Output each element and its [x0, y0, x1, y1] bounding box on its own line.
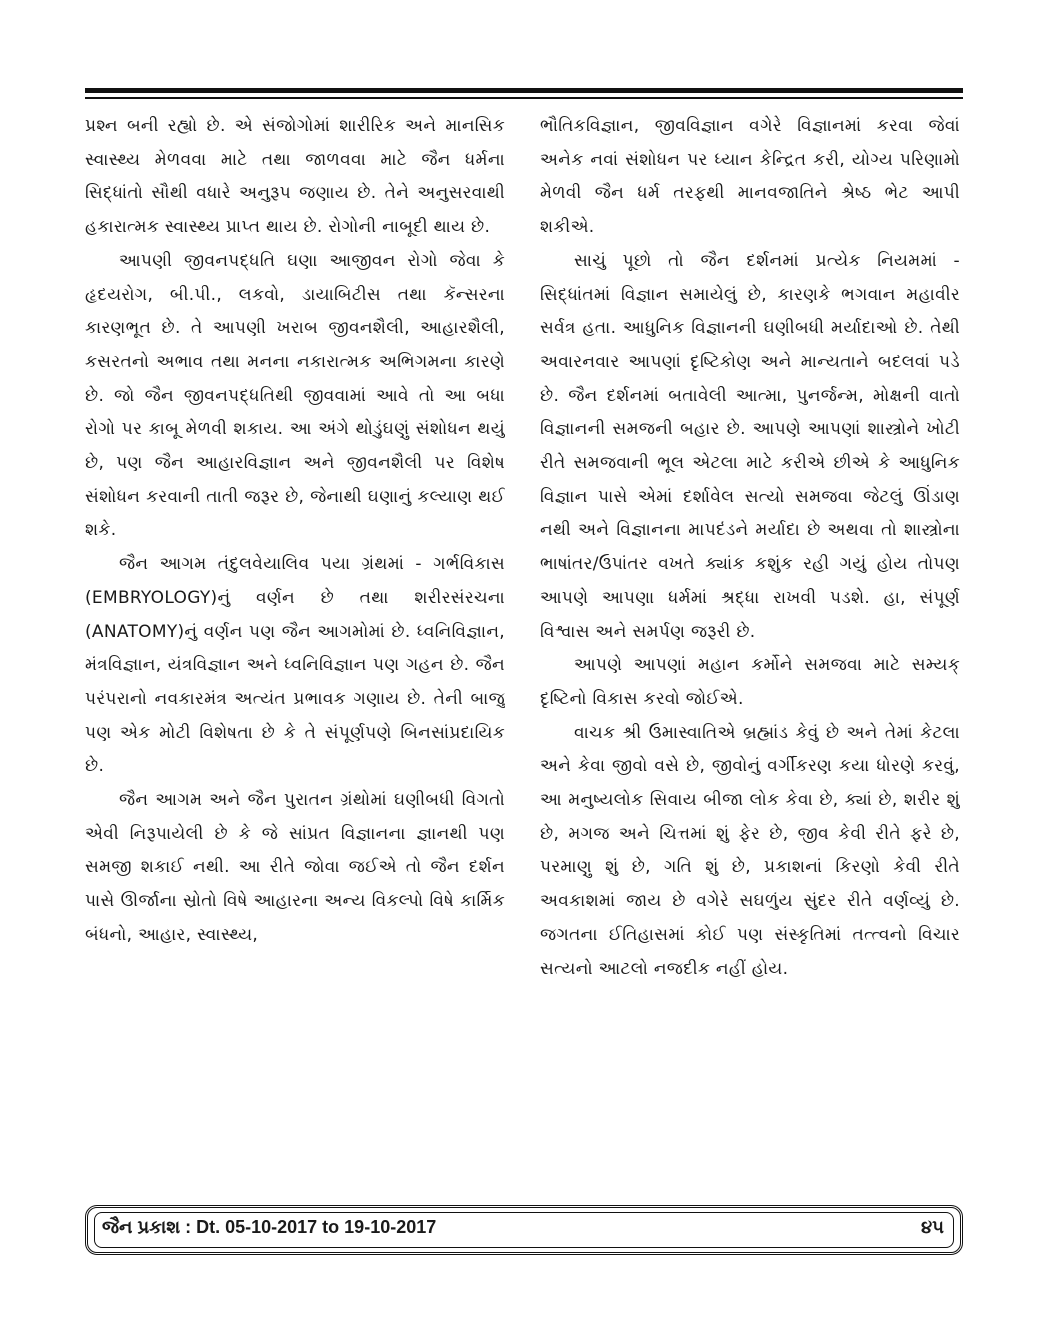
paragraph: સાચું પૂછો તો જૈન દર્શનમાં પ્રત્યેક નિયમમાં - સિદ્ધાંતમાં વિજ્ઞાન સમાયેલું છે, કારણકે ભગવાન મહાવીર સર્વત્ર હતા. આધુનિક વિજ્ઞાનની ઘણીબધી મર્યાદાઓ છે. તેથી અવારનવાર આપણાં દૃષ્ટિકોણ અને માન્યતાને બદલવાં પડે છે. જૈન દર્શનમાં બતાવેલી આત્મા, પુનર્જન્મ, મોક્ષની વાતો વિજ્ઞાનની સમજની બહાર છે. આપણે આપણાં શાસ્ત્રોને ખોટી રીતે સમજવાની ભૂલ એટલા માટે કરીએ છીએ કે આધુનિક વિજ્ઞાન પાસે એમાં દર્શાવેલ સત્યો સમજવા જેટલું ઊંડાણ નથી અને વિજ્ઞાનના માપદંડને મર્યાદા છે અથવા તો શાસ્ત્રોના ભાષાંતર/ઉપાંતર વખતે ક્યાંક કશુંક રહી ગયું હોય તોપણ આપણે આપણા ધર્મમાં શ્રદ્ધા રાખવી પડશે. હા, સંપૂર્ણ વિશ્વાસ અને સમર્પણ જરૂરી છે.	[540, 250, 960, 642]
footer-title: જૈન પ્રકાશ : Dt. 05-10-2017 to 19-10-2017	[102, 1217, 437, 1237]
right-column	[540, 110, 960, 1200]
paragraph: ભૌતિકવિજ્ઞાન, જીવવિજ્ઞાન વગેરે વિજ્ઞાનમાં કરવા જેવાં અનેક નવાં સંશોધન પર ધ્યાન કેન્દ્રિત કરી, યોગ્ય પરિણામો મેળવી જૈન ધર્મ તરફથી માનવજાતિને શ્રેષ્ઠ ભેટ આપી શકીએ.	[540, 116, 960, 238]
paragraph: આપણે આપણાં મહાન કર્મોને સમજવા માટે સમ્યક્ દૃષ્ટિનો વિકાસ કરવો જોઈએ.	[540, 655, 960, 709]
page-number: ૪૫	[921, 1217, 944, 1238]
paragraph: વાચક શ્રી ઉમાસ્વાતિએ બ્રહ્માંડ કેવું છે અને તેમાં કેટલા અને કેવા જીવો વસે છે, જીવોનું વર્ગીકરણ કયા ધોરણે કરવું, આ મનુષ્યલોક સિવાય બીજા લોક કેવા છે, ક્યાં છે, શરીર શું છે, મગજ અને ચિત્તમાં શું ફેર છે, જીવ કેવી રીતે ફરે છે, પરમાણુ શું છે, ગતિ શું છે, પ્રકાશનાં કિરણો કેવી રીતે અવકાશમાં જાય છે વગેરે સઘળુંય સુંદર રીતે વર્ણવ્યું છે. જગતના ઈતિહાસમાં કોઈ પણ સંસ્કૃતિમાં તત્ત્વનો વિચાર સત્યનો આટલો નજદીક નહીં હોય.	[540, 722, 960, 979]
paragraph: જૈન આગમ અને જૈન પુરાતન ગ્રંથોમાં ઘણીબધી વિગતો એવી નિરૂપાયેલી છે કે જે સાંપ્રત વિજ્ઞાનના જ્ઞાનથી પણ સમજી શકાઈ નથી. આ રીતે જોવા જઈએ તો જૈન દર્શન પાસે ઊર્જાના સ્રોતો વિષે આહારના અન્ય વિકલ્પો વિષે કાર્મિક બંધનો, આહાર, સ્વાસ્થ્ય,	[85, 790, 505, 945]
header-rule-thin	[85, 97, 963, 99]
page-footer	[85, 1205, 963, 1255]
paragraph: પ્રશ્ન બની રહ્યો છે. એ સંજોગોમાં શારીરિક અને માનસિક સ્વાસ્થ્ય મેળવવા માટે તથા જાળવવા માટે જૈન ધર્મના સિદ્ધાંતો સૌથી વધારે અનુરૂપ જણાય છે. તેને અનુસરવાથી હકારાત્મક સ્વાસ્થ્ય પ્રાપ્ત થાય છે. રોગોની નાબૂદી થાય છે.	[85, 116, 505, 238]
paragraph: આપણી જીવનપદ્ધતિ ઘણા આજીવન રોગો જેવા કે હૃદયરોગ, બી.પી., લકવો, ડાયાબિટીસ તથા કૅન્સરના કારણભૂત છે. તે આપણી ખરાબ જીવનશૈલી, આહારશૈલી, કસરતનો અભાવ તથા મનના નકારાત્મક અભિગમના કારણે છે. જો જૈન જીવનપદ્ધતિથી જીવવામાં આવે તો આ બધા રોગો પર કાબૂ મેળવી શકાય. આ અંગે થોડુંઘણું સંશોધન થયું છે, પણ જૈન આહારવિજ્ઞાન અને જીવનશૈલી પર વિશેષ સંશોધન કરવાની તાતી જરૂર છે, જેનાથી ઘણાનું કલ્યાણ થઈ શકે.	[85, 250, 505, 541]
header-rule-thick	[85, 88, 963, 93]
left-column	[85, 110, 505, 1200]
paragraph: જૈન આગમ તંદુલવેયાલિવ પયા ગ્રંથમાં - ગર્ભવિકાસ (EMBRYOLOGY)નું વર્ણન છે તથા શરીરસંરચના (ANATOMY)નું વર્ણન પણ જૈન આગમોમાં છે. ધ્વનિવિજ્ઞાન, મંત્રવિજ્ઞાન, યંત્રવિજ્ઞાન અને ધ્વનિવિજ્ઞાન પણ ગહન છે. જૈન પરંપરાનો નવકારમંત્ર અત્યંત પ્રભાવક ગણાય છે. તેની બાજુ પણ એક મોટી વિશેષતા છે કે તે સંપૂર્ણપણે બિનસાંપ્રદાયિક છે.	[85, 554, 505, 777]
